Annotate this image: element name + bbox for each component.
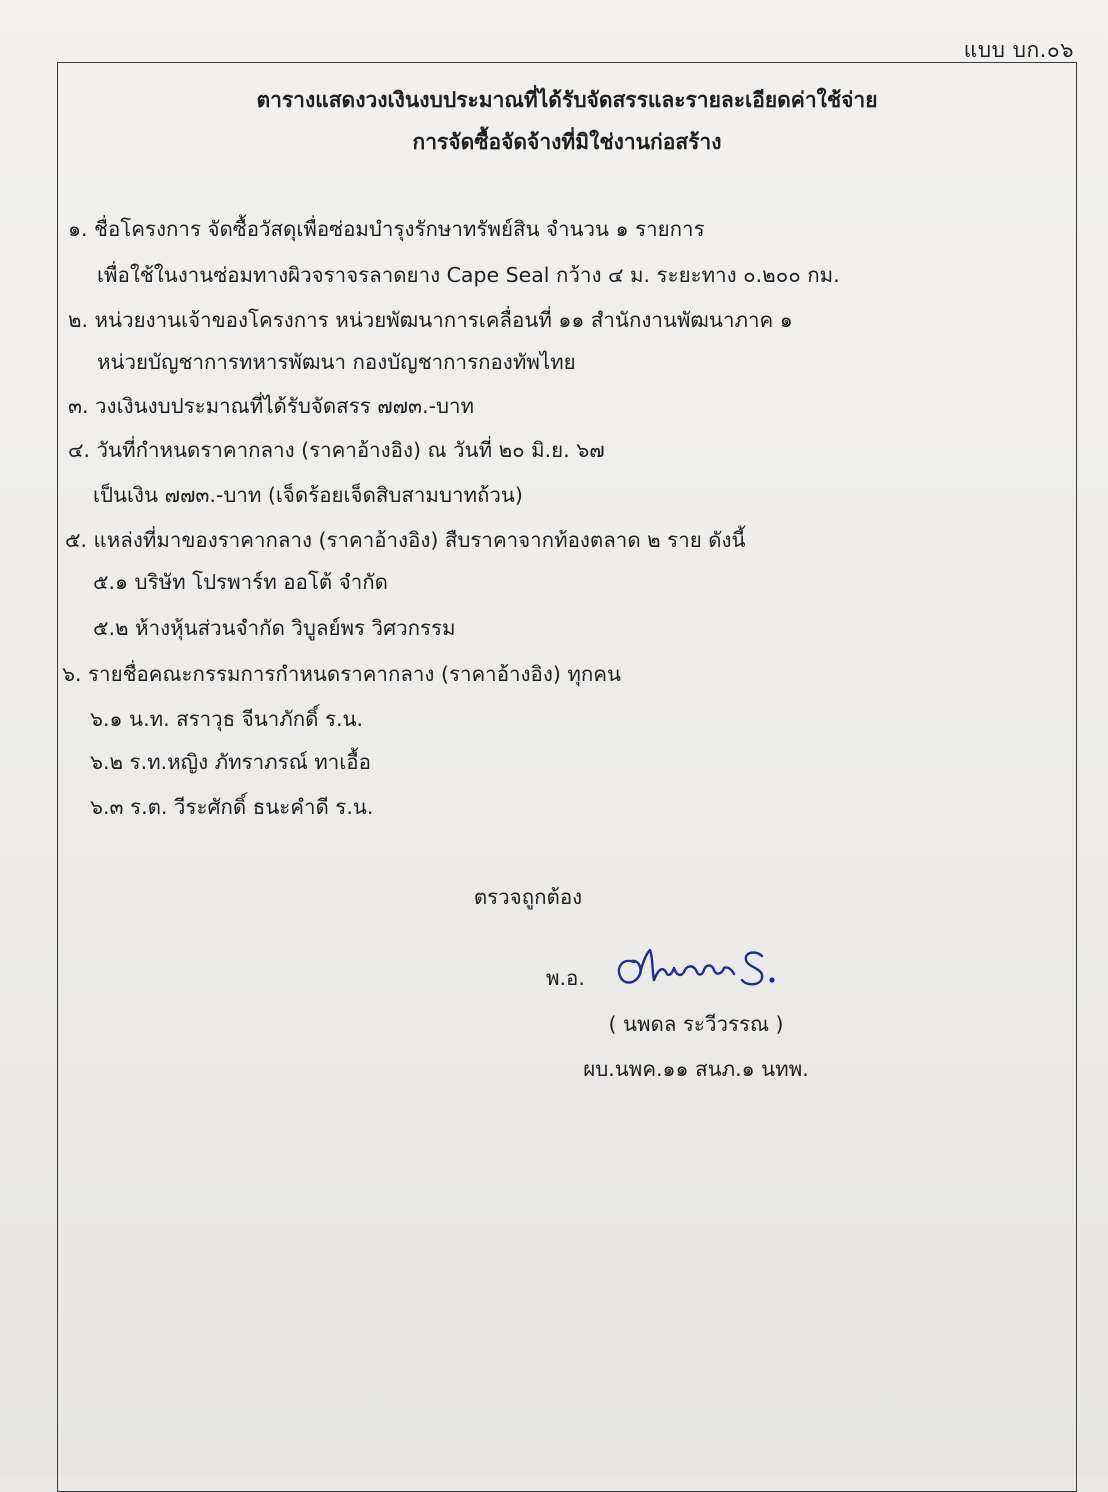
form-code: แบบ บก.๐๖ [963,38,1074,62]
item-5-price-source: ๕. แหล่งที่มาของราคากลาง (ราคาอ้างอิง) สืบราคาจากท้องตลาด ๒ ราย ดังนี้ [65,528,746,552]
certify-label: ตรวจถูกต้อง [473,885,583,909]
item-4-reference-date: ๔. วันที่กำหนดราคากลาง (ราคาอ้างอิง) ณ วันที่ ๒๐ มิ.ย. ๖๗ [68,438,605,462]
signer-position: ผบ.นพค.๑๑ สนภ.๑ นทพ. [583,1057,809,1081]
handwritten-signature [612,940,782,1000]
item-1-project-detail: เพื่อใช้ในงานซ่อมทางผิวจราจรลาดยาง Cape Seal กว้าง ๔ ม. ระยะทาง ๐.๒๐๐ กม. [97,263,840,287]
item-4-amount: เป็นเงิน ๗๗๓.-บาท (เจ็ดร้อยเจ็ดสิบสามบาทถ้วน) [93,483,523,507]
item-6-2-member: ๖.๒ ร.ท.หญิง ภัทราภรณ์ ทาเอื้อ [90,750,371,774]
item-2-owner-unit: ๒. หน่วยงานเจ้าของโครงการ หน่วยพัฒนาการเคลื่อนที่ ๑๑ สำนักงานพัฒนาภาค ๑ [68,308,793,332]
item-6-1-member: ๖.๑ น.ท. สราวุธ จีนาภักดิ์ ร.น. [90,707,364,731]
signer-rank: พ.อ. [546,966,585,990]
item-2-owner-command: หน่วยบัญชาการทหารพัฒนา กองบัญชาการกองทัพไทย [97,350,576,374]
document-title-line1: ตารางแสดงวงเงินงบประมาณที่ได้รับจัดสรรและรายละเอียดค่าใช้จ่าย [256,88,878,112]
signer-name: ( นพดล ระวีวรรณ ) [608,1012,784,1036]
item-1-project-name: ๑. ชื่อโครงการ จัดซื้อวัสดุเพื่อซ่อมบำรุงรักษาทรัพย์สิน จำนวน ๑ รายการ [68,217,705,241]
item-5-1-vendor: ๕.๑ บริษัท โปรพาร์ท ออโต้ จำกัด [93,570,388,594]
item-5-2-vendor: ๕.๒ ห้างหุ้นส่วนจำกัด วิบูลย์พร วิศวกรรม [93,616,456,640]
item-6-3-member: ๖.๓ ร.ต. วีระศักดิ์ ธนะคำดี ร.น. [90,795,374,819]
item-6-committee: ๖. รายชื่อคณะกรรมการกำหนดราคากลาง (ราคาอ้างอิง) ทุกคน [62,662,622,686]
document-title-line2: การจัดซื้อจัดจ้างที่มิใช่งานก่อสร้าง [412,130,722,154]
item-3-budget: ๓. วงเงินงบประมาณที่ได้รับจัดสรร ๗๗๓.-บาท [68,394,475,418]
